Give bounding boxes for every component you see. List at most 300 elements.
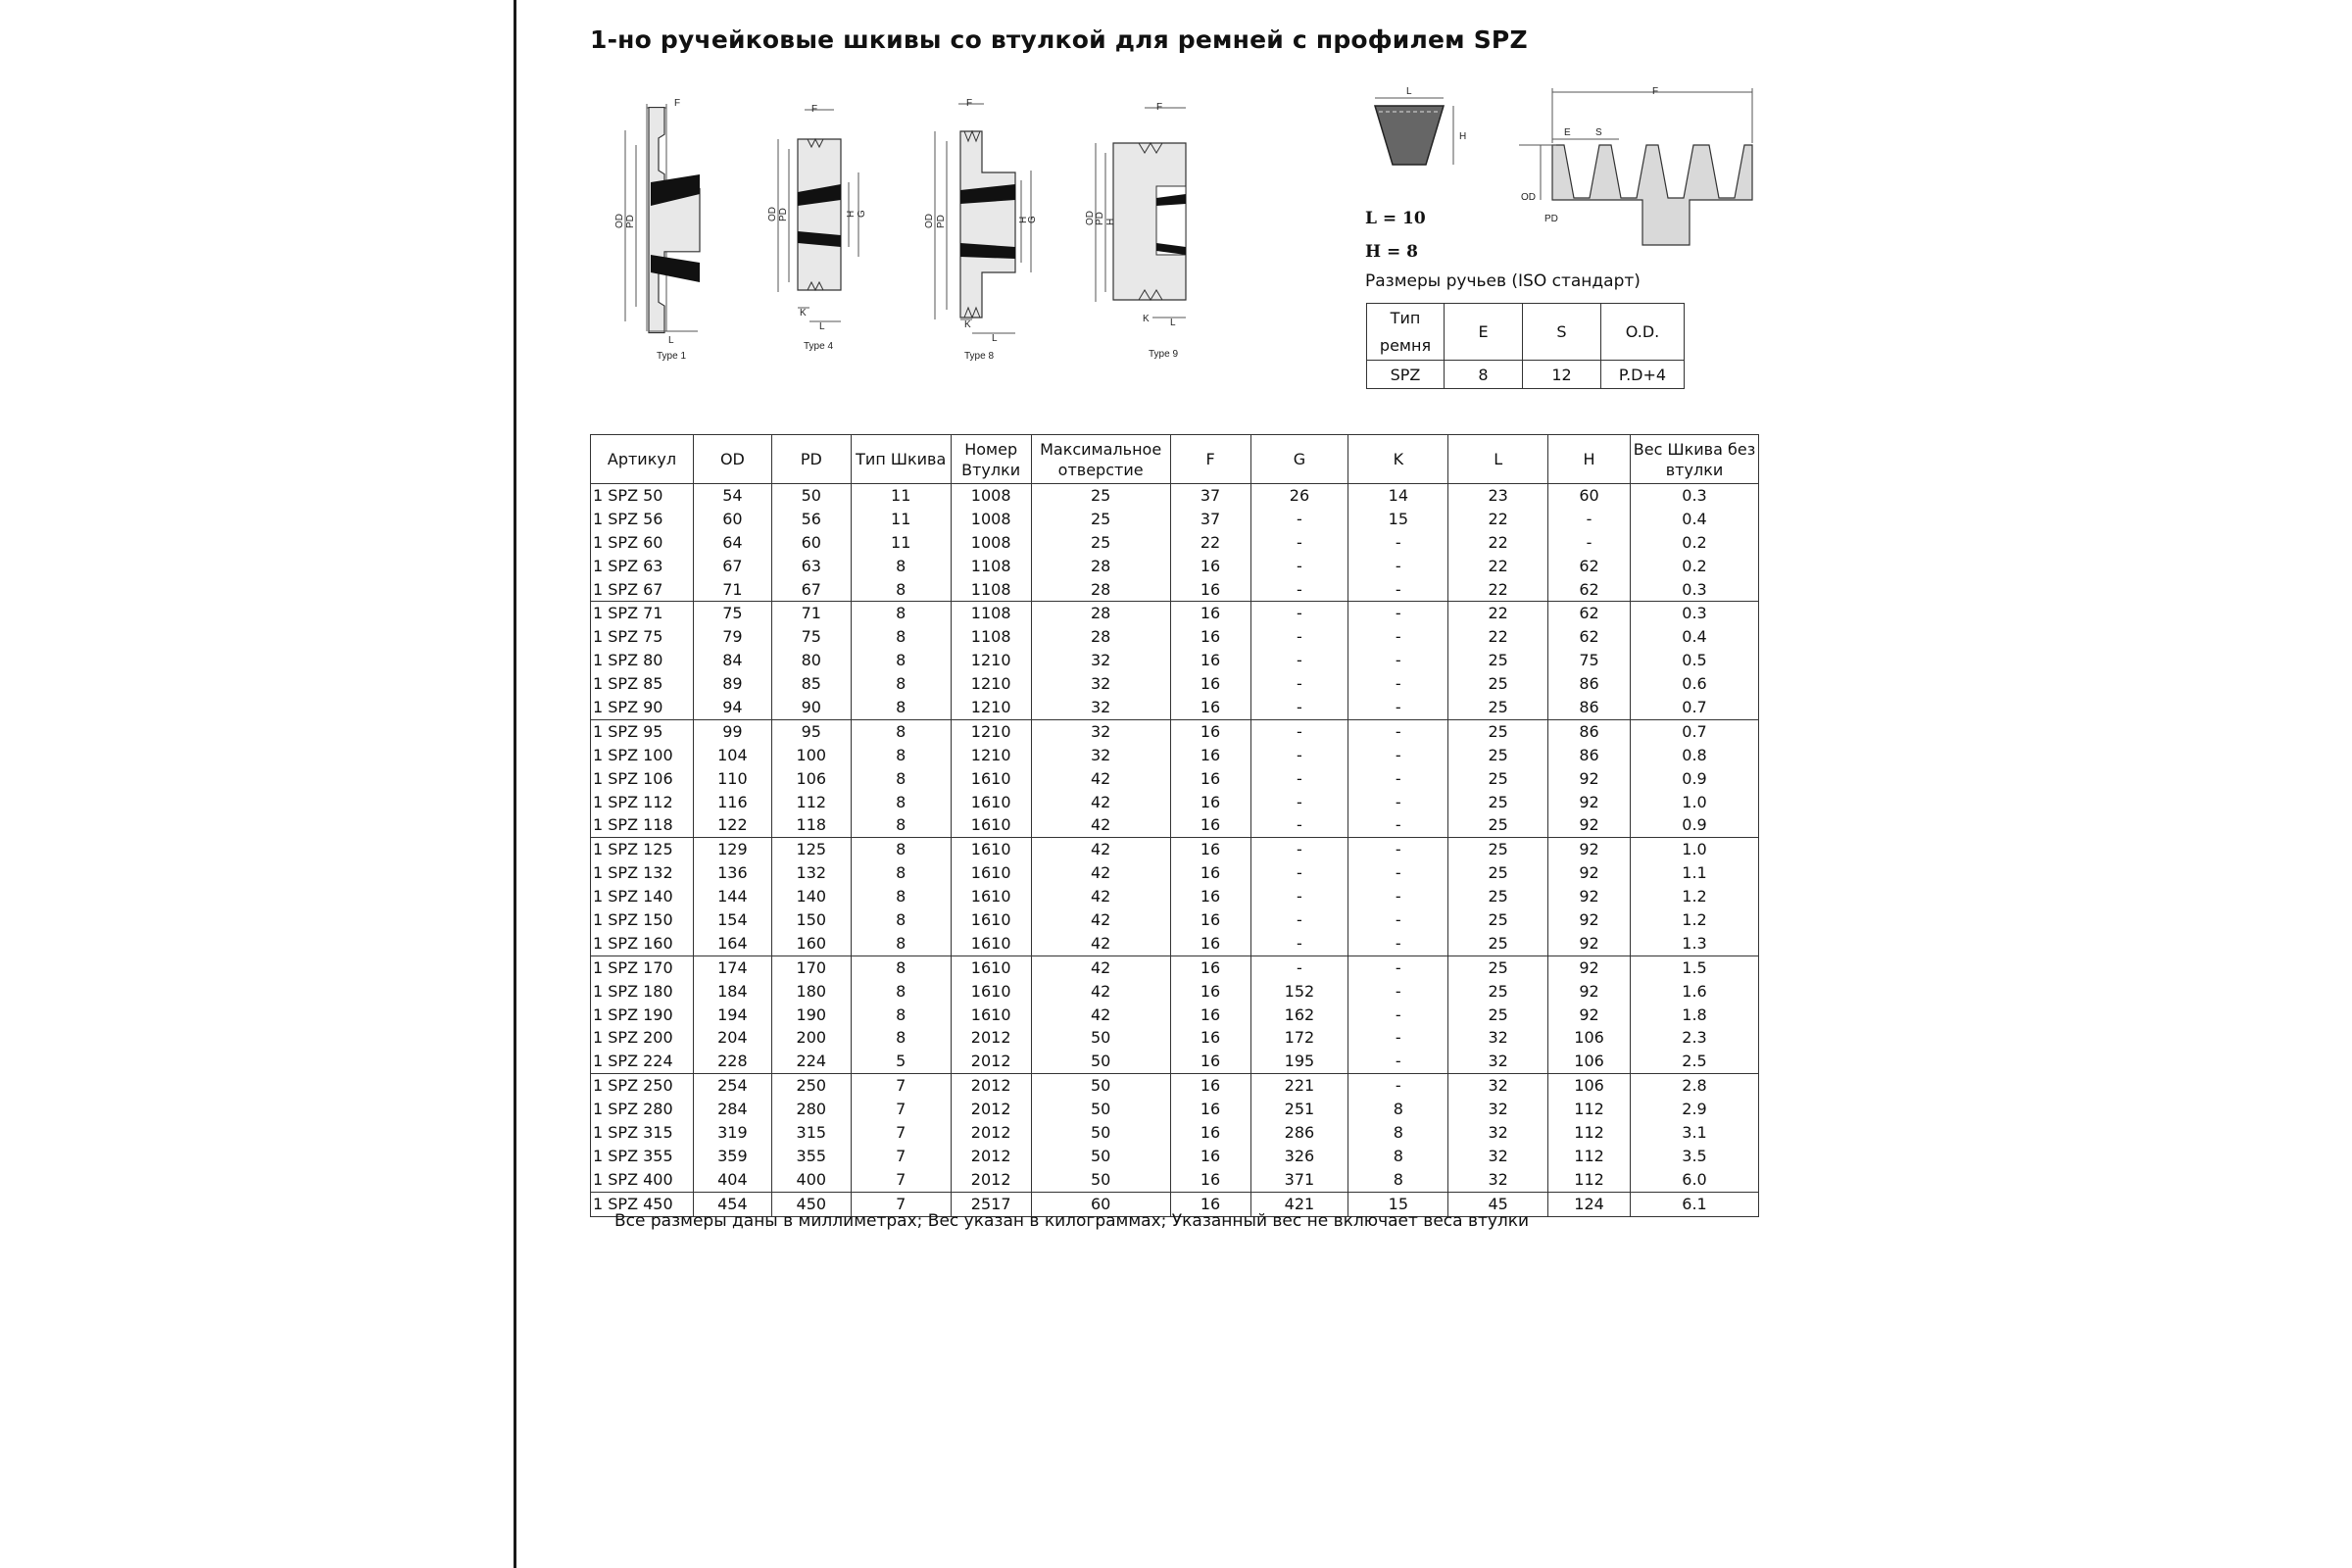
table-cell: 1 SPZ 56	[591, 508, 694, 531]
dim-label-pd: PD	[1544, 214, 1558, 224]
diagram-caption: Type 1	[657, 351, 687, 362]
table-cell: 92	[1548, 861, 1631, 885]
table-cell: 112	[1548, 1121, 1631, 1145]
table-cell: 1610	[951, 861, 1031, 885]
table-cell: 194	[693, 1004, 771, 1027]
table-cell: 160	[771, 932, 851, 956]
table-cell: 62	[1548, 602, 1631, 625]
table-cell: 132	[771, 861, 851, 885]
table-cell: 16	[1170, 1098, 1250, 1121]
table-cell: 1210	[951, 649, 1031, 672]
table-cell: 16	[1170, 885, 1250, 908]
table-cell: 89	[693, 672, 771, 696]
table-cell: 1 SPZ 60	[591, 531, 694, 555]
table-cell: 286	[1250, 1121, 1348, 1145]
table-cell: 8	[851, 813, 951, 837]
diagram-caption: Type 4	[804, 341, 834, 352]
table-cell: 100	[771, 744, 851, 767]
column-header: H	[1548, 435, 1631, 484]
column-header: OD	[693, 435, 771, 484]
column-header: F	[1170, 435, 1250, 484]
table-cell: 7	[851, 1121, 951, 1145]
table-cell: 92	[1548, 1004, 1631, 1027]
dim-label-h: H	[846, 210, 857, 218]
table-row	[591, 885, 1759, 908]
table-cell: 22	[1448, 531, 1548, 555]
table-cell: -	[1348, 861, 1448, 885]
table-cell: 16	[1170, 696, 1250, 719]
table-cell: 8	[851, 980, 951, 1004]
table-cell: -	[1348, 908, 1448, 932]
table-cell: 280	[771, 1098, 851, 1121]
table-cell: 8	[1348, 1168, 1448, 1192]
table-cell: 8	[851, 744, 951, 767]
table-cell: 2.8	[1631, 1074, 1759, 1098]
table-cell: 90	[771, 696, 851, 719]
table-cell: 79	[693, 625, 771, 649]
table-cell: 60	[693, 508, 771, 531]
column-header: Артикул	[591, 435, 694, 484]
table-cell: 16	[1170, 908, 1250, 932]
table-cell: 112	[1548, 1145, 1631, 1168]
table-cell: 8	[851, 719, 951, 743]
table-cell: 1 SPZ 150	[591, 908, 694, 932]
table-cell: 25	[1448, 649, 1548, 672]
table-cell: 16	[1170, 1050, 1250, 1073]
dim-label-l: L	[992, 333, 998, 344]
table-cell: 92	[1548, 838, 1631, 861]
table-cell: -	[1348, 719, 1448, 743]
table-cell: 112	[1548, 1168, 1631, 1192]
table-cell: 32	[1448, 1145, 1548, 1168]
dim-label-k: K	[1143, 314, 1150, 324]
table-cell: -	[1250, 508, 1348, 531]
table-cell: 25	[1448, 744, 1548, 767]
table-cell: 1610	[951, 908, 1031, 932]
table-cell: 124	[1548, 1192, 1631, 1216]
table-cell: 50	[1031, 1145, 1170, 1168]
table-cell: -	[1250, 861, 1348, 885]
table-cell: 62	[1548, 625, 1631, 649]
table-cell: 1 SPZ 355	[591, 1145, 694, 1168]
table-cell: -	[1348, 791, 1448, 814]
table-cell: -	[1250, 885, 1348, 908]
column-header: L	[1448, 435, 1548, 484]
table-cell: 0.8	[1631, 744, 1759, 767]
table-cell: 1610	[951, 1004, 1031, 1027]
table-cell: 75	[1548, 649, 1631, 672]
column-header: Номер Втулки	[951, 435, 1031, 484]
table-cell: 1610	[951, 980, 1031, 1004]
table-cell: 1610	[951, 791, 1031, 814]
table-cell: 26	[1250, 484, 1348, 508]
table-cell: -	[1348, 672, 1448, 696]
cell: P.D+4	[1601, 361, 1685, 389]
table-cell: 86	[1548, 719, 1631, 743]
table-cell: 8	[851, 649, 951, 672]
table-cell: 284	[693, 1098, 771, 1121]
dim-label-s: S	[1595, 127, 1602, 138]
table-cell: 2.5	[1631, 1050, 1759, 1073]
table-cell: 8	[851, 555, 951, 578]
groove-dimensions-title: Размеры ручьев (ISO стандарт)	[1365, 271, 1641, 291]
table-row	[591, 744, 1759, 767]
table-cell: 144	[693, 885, 771, 908]
table-cell: 1 SPZ 95	[591, 719, 694, 743]
table-cell: 0.4	[1631, 625, 1759, 649]
table-cell: 99	[693, 719, 771, 743]
table-cell: 84	[693, 649, 771, 672]
dim-label-g: G	[1027, 216, 1038, 223]
table-cell: 7	[851, 1145, 951, 1168]
table-cell: 1008	[951, 508, 1031, 531]
belt-l-value: L = 10	[1365, 209, 1426, 228]
table-row	[591, 555, 1759, 578]
dim-label-f: F	[811, 104, 818, 115]
table-cell: 184	[693, 980, 771, 1004]
pulley-diagram-type-9	[1078, 100, 1196, 369]
table-cell: 3.5	[1631, 1145, 1759, 1168]
table-cell: -	[1250, 649, 1348, 672]
table-cell: 71	[693, 578, 771, 602]
table-cell: 162	[1250, 1004, 1348, 1027]
table-cell: 1.8	[1631, 1004, 1759, 1027]
table-cell: 8	[1348, 1098, 1448, 1121]
table-cell: 112	[771, 791, 851, 814]
table-cell: 1 SPZ 315	[591, 1121, 694, 1145]
table-cell: 8	[1348, 1145, 1448, 1168]
table-cell: 1210	[951, 744, 1031, 767]
table-cell: 11	[851, 531, 951, 555]
table-cell: 25	[1448, 1004, 1548, 1027]
pulley-diagram-type-1	[610, 96, 717, 366]
table-cell: 8	[851, 602, 951, 625]
table-header-row	[591, 435, 1759, 484]
table-row	[591, 578, 1759, 602]
dim-label-f: F	[1652, 86, 1659, 97]
table-cell: 0.2	[1631, 555, 1759, 578]
table-cell: 251	[1250, 1098, 1348, 1121]
table-cell: 42	[1031, 956, 1170, 979]
table-row	[591, 1004, 1759, 1027]
table-cell: 22	[1448, 578, 1548, 602]
table-cell: 136	[693, 861, 771, 885]
table-cell: 16	[1170, 719, 1250, 743]
table-cell: -	[1250, 767, 1348, 791]
table-cell: 50	[1031, 1050, 1170, 1073]
table-cell: 16	[1170, 1026, 1250, 1050]
table-cell: 16	[1170, 578, 1250, 602]
table-row	[591, 1168, 1759, 1192]
belt-dimensions	[1365, 202, 1426, 269]
table-cell: 8	[851, 625, 951, 649]
table-cell: 421	[1250, 1192, 1348, 1216]
table-cell: 1 SPZ 132	[591, 861, 694, 885]
table-cell: 16	[1170, 861, 1250, 885]
table-cell: 42	[1031, 885, 1170, 908]
table-cell: 106	[1548, 1050, 1631, 1073]
table-cell: -	[1250, 719, 1348, 743]
table-cell: 25	[1448, 767, 1548, 791]
table-cell: 170	[771, 956, 851, 979]
table-cell: 200	[771, 1026, 851, 1050]
table-cell: 92	[1548, 767, 1631, 791]
table-cell: -	[1348, 1004, 1448, 1027]
header-od: O.D.	[1601, 304, 1685, 361]
table-row	[591, 1121, 1759, 1145]
table-cell: -	[1250, 744, 1348, 767]
table-cell: 22	[1448, 555, 1548, 578]
table-cell: 1.5	[1631, 956, 1759, 979]
table-cell: 106	[1548, 1026, 1631, 1050]
table-cell: 60	[1548, 484, 1631, 508]
table-cell: 16	[1170, 625, 1250, 649]
table-cell: 1008	[951, 484, 1031, 508]
dim-label-pd: PD	[778, 208, 789, 221]
table-cell: 32	[1031, 696, 1170, 719]
table-cell: 140	[771, 885, 851, 908]
table-cell: 60	[771, 531, 851, 555]
table-cell: 1 SPZ 118	[591, 813, 694, 837]
table-cell: -	[1348, 767, 1448, 791]
table-row	[1367, 361, 1685, 389]
table-cell: 23	[1448, 484, 1548, 508]
dim-label-pd: PD	[1095, 212, 1105, 225]
pulley-diagram-type-4	[760, 104, 868, 361]
table-cell: 25	[1448, 932, 1548, 956]
table-cell: 359	[693, 1145, 771, 1168]
table-cell: -	[1348, 1050, 1448, 1073]
table-cell: 64	[693, 531, 771, 555]
column-header: Тип Шкива	[851, 435, 951, 484]
table-cell: 32	[1448, 1098, 1548, 1121]
table-cell: 60	[1031, 1192, 1170, 1216]
table-cell: 25	[1448, 908, 1548, 932]
table-cell: 32	[1031, 744, 1170, 767]
table-cell: 125	[771, 838, 851, 861]
table-cell: 67	[771, 578, 851, 602]
table-cell: 8	[851, 791, 951, 814]
table-cell: 190	[771, 1004, 851, 1027]
table-cell: -	[1348, 885, 1448, 908]
table-cell: 2012	[951, 1050, 1031, 1073]
table-cell: 54	[693, 484, 771, 508]
table-cell: 86	[1548, 672, 1631, 696]
cell: SPZ	[1367, 361, 1445, 389]
table-cell: 32	[1031, 719, 1170, 743]
table-cell: 8	[851, 838, 951, 861]
table-cell: 50	[1031, 1121, 1170, 1145]
column-header: Вес Шкива без втулки	[1631, 435, 1759, 484]
table-cell: 1108	[951, 578, 1031, 602]
table-row	[591, 1145, 1759, 1168]
table-row	[591, 932, 1759, 956]
table-cell: 2012	[951, 1026, 1031, 1050]
table-cell: 86	[1548, 696, 1631, 719]
table-cell: 42	[1031, 908, 1170, 932]
dim-label-pd: PD	[936, 215, 947, 228]
table-cell: -	[1548, 531, 1631, 555]
table-row	[591, 838, 1759, 861]
table-cell: 326	[1250, 1145, 1348, 1168]
table-cell: 37	[1170, 508, 1250, 531]
diagram-caption: Type 8	[964, 351, 995, 362]
table-cell: 15	[1348, 1192, 1448, 1216]
table-cell: -	[1348, 649, 1448, 672]
table-cell: 92	[1548, 813, 1631, 837]
header-e: E	[1445, 304, 1523, 361]
table-cell: 7	[851, 1074, 951, 1098]
table-cell: 75	[771, 625, 851, 649]
table-cell: 56	[771, 508, 851, 531]
table-cell: 118	[771, 813, 851, 837]
table-cell: 1 SPZ 67	[591, 578, 694, 602]
table-cell: 1108	[951, 555, 1031, 578]
table-cell: 22	[1448, 602, 1548, 625]
table-cell: -	[1250, 838, 1348, 861]
table-cell: 63	[771, 555, 851, 578]
table-cell: 8	[851, 932, 951, 956]
table-cell: 122	[693, 813, 771, 837]
table-cell: -	[1348, 625, 1448, 649]
table-cell: 8	[851, 956, 951, 979]
table-cell: 32	[1448, 1168, 1548, 1192]
table-cell: 16	[1170, 767, 1250, 791]
table-row	[591, 1074, 1759, 1098]
table-row	[591, 602, 1759, 625]
table-cell: 71	[771, 602, 851, 625]
table-cell: 16	[1170, 555, 1250, 578]
table-cell: 129	[693, 838, 771, 861]
table-cell: 7	[851, 1192, 951, 1216]
table-cell: 250	[771, 1074, 851, 1098]
table-cell: 25	[1031, 531, 1170, 555]
dim-label-od: OD	[1521, 192, 1536, 203]
table-cell: 1610	[951, 767, 1031, 791]
table-cell: 0.3	[1631, 484, 1759, 508]
table-cell: 8	[851, 1026, 951, 1050]
table-cell: 1 SPZ 112	[591, 791, 694, 814]
table-cell: 221	[1250, 1074, 1348, 1098]
table-cell: 25	[1448, 956, 1548, 979]
table-cell: 28	[1031, 602, 1170, 625]
table-row	[591, 956, 1759, 979]
table-cell: 1108	[951, 602, 1031, 625]
table-cell: -	[1250, 696, 1348, 719]
table-cell: 25	[1448, 980, 1548, 1004]
table-cell: 164	[693, 932, 771, 956]
dim-label-k: K	[964, 319, 971, 330]
table-cell: 25	[1031, 508, 1170, 531]
table-cell: 62	[1548, 555, 1631, 578]
table-cell: 150	[771, 908, 851, 932]
table-cell: 16	[1170, 744, 1250, 767]
table-row	[591, 719, 1759, 743]
table-cell: 8	[851, 578, 951, 602]
table-cell: 2.9	[1631, 1098, 1759, 1121]
table-cell: -	[1250, 602, 1348, 625]
table-cell: 1 SPZ 160	[591, 932, 694, 956]
table-cell: 1 SPZ 200	[591, 1026, 694, 1050]
table-cell: 371	[1250, 1168, 1348, 1192]
table-cell: 25	[1448, 672, 1548, 696]
table-cell: 1 SPZ 63	[591, 555, 694, 578]
dim-label-h: H	[1459, 131, 1467, 142]
table-cell: 195	[1250, 1050, 1348, 1073]
table-cell: 1.0	[1631, 791, 1759, 814]
table-cell: 14	[1348, 484, 1448, 508]
table-cell: -	[1250, 531, 1348, 555]
table-cell: 1 SPZ 125	[591, 838, 694, 861]
table-cell: 1 SPZ 224	[591, 1050, 694, 1073]
table-cell: 8	[851, 1004, 951, 1027]
table-cell: 25	[1448, 885, 1548, 908]
table-cell: 22	[1448, 625, 1548, 649]
table-row	[591, 980, 1759, 1004]
table-cell: 50	[771, 484, 851, 508]
dim-label-od: OD	[1085, 211, 1096, 225]
table-cell: 1008	[951, 531, 1031, 555]
column-header: G	[1250, 435, 1348, 484]
table-cell: 5	[851, 1050, 951, 1073]
table-cell: 92	[1548, 980, 1631, 1004]
table-row	[591, 908, 1759, 932]
table-cell: 25	[1031, 484, 1170, 508]
table-cell: 400	[771, 1168, 851, 1192]
table-cell: 25	[1448, 719, 1548, 743]
table-row	[591, 484, 1759, 508]
table-cell: 204	[693, 1026, 771, 1050]
table-cell: 42	[1031, 838, 1170, 861]
dim-label-h: H	[1105, 218, 1116, 225]
table-cell: 32	[1448, 1074, 1548, 1098]
table-cell: 1 SPZ 170	[591, 956, 694, 979]
table-cell: -	[1250, 932, 1348, 956]
table-cell: 2012	[951, 1074, 1031, 1098]
table-cell: 254	[693, 1074, 771, 1098]
table-cell: -	[1348, 980, 1448, 1004]
table-cell: 16	[1170, 956, 1250, 979]
table-cell: 86	[1548, 744, 1631, 767]
table-cell: 1610	[951, 838, 1031, 861]
table-cell: 16	[1170, 813, 1250, 837]
table-cell: 2012	[951, 1098, 1031, 1121]
dim-label-l: L	[1406, 86, 1412, 97]
table-cell: 80	[771, 649, 851, 672]
table-cell: 32	[1031, 649, 1170, 672]
table-cell: 154	[693, 908, 771, 932]
cell: 12	[1523, 361, 1601, 389]
table-row	[591, 531, 1759, 555]
table-cell: 37	[1170, 484, 1250, 508]
table-cell: 1 SPZ 190	[591, 1004, 694, 1027]
table-cell: 104	[693, 744, 771, 767]
table-cell: 42	[1031, 980, 1170, 1004]
header-belt-type: Тип ремня	[1367, 304, 1445, 361]
table-cell: 112	[1548, 1098, 1631, 1121]
table-cell: -	[1348, 555, 1448, 578]
pulley-specs-table	[590, 434, 1759, 1217]
table-row	[591, 649, 1759, 672]
dim-label-k: K	[800, 308, 807, 318]
table-cell: 16	[1170, 1074, 1250, 1098]
table-cell: 8	[851, 885, 951, 908]
table-cell: 110	[693, 767, 771, 791]
table-cell: 1610	[951, 813, 1031, 837]
table-cell: 11	[851, 484, 951, 508]
table-cell: -	[1250, 578, 1348, 602]
table-cell: 8	[1348, 1121, 1448, 1145]
